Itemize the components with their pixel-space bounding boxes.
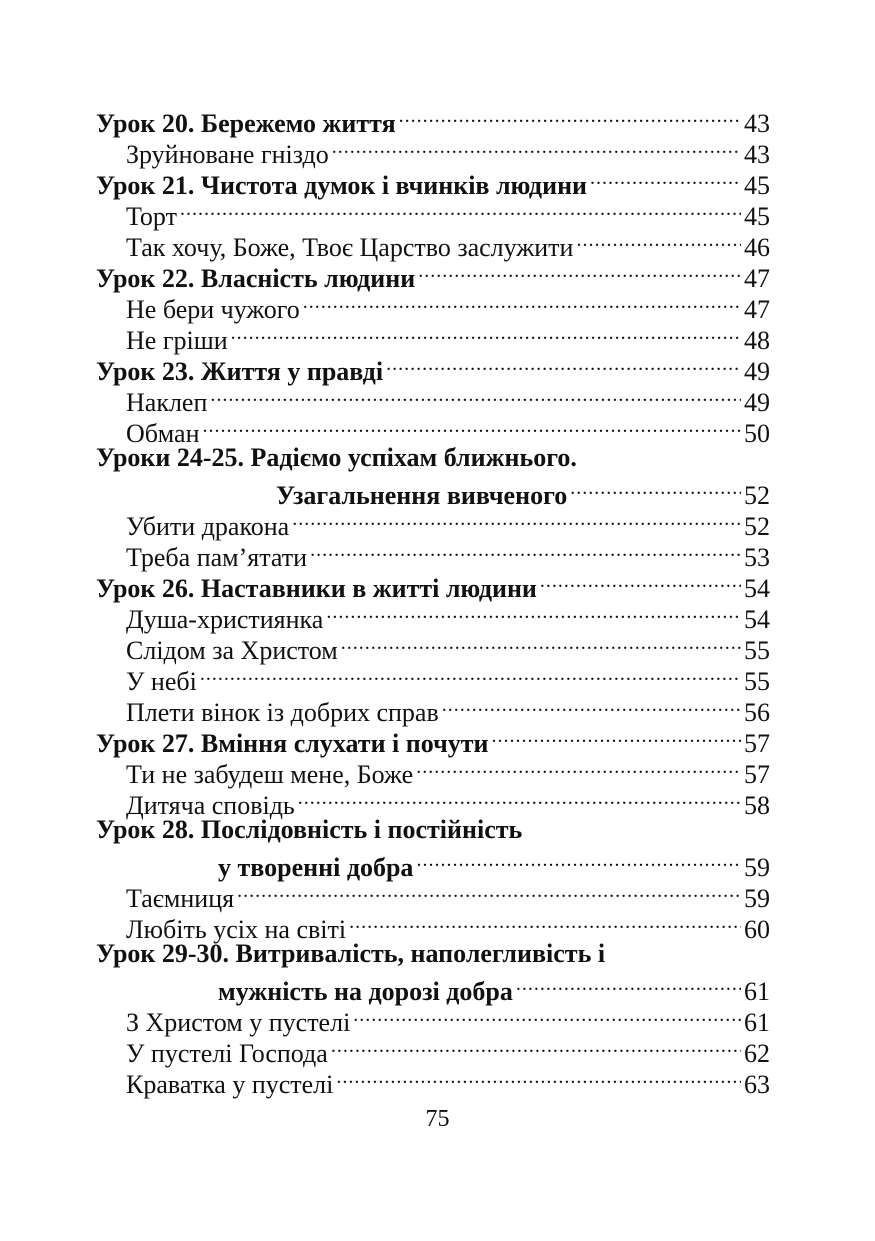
dot-leader xyxy=(336,1062,741,1093)
toc-page-number: 57 xyxy=(744,760,770,789)
toc-entry-title: Урок 29-30. Витривалість, наполегливість і xyxy=(96,939,606,968)
dot-leader xyxy=(180,194,741,225)
toc-page-number: 52 xyxy=(744,512,770,541)
dot-leader xyxy=(303,287,741,318)
dot-leader xyxy=(237,876,741,907)
toc-lesson-entry xyxy=(96,845,770,882)
toc-page-number: 62 xyxy=(744,1039,770,1068)
toc-page-number: 43 xyxy=(744,109,770,138)
dot-leader xyxy=(416,845,741,876)
toc-lesson-entry xyxy=(96,969,770,1006)
toc-lesson-entry xyxy=(96,814,770,845)
toc-page-number: 58 xyxy=(744,791,770,820)
toc-entry-title: Ти не забудеш мене, Боже xyxy=(126,760,414,789)
toc-entry-title: Урок 27. Вміння слухати і почути xyxy=(96,729,489,758)
table-of-contents xyxy=(96,101,770,1099)
dot-leader xyxy=(492,721,741,752)
dot-leader xyxy=(399,101,741,132)
toc-subentry xyxy=(96,194,770,231)
toc-entry-title: Уроки 24-25. Радіємо успіхам ближнього. xyxy=(96,443,577,472)
dot-leader xyxy=(416,752,741,783)
toc-entry-title: Урок 23. Життя у правді xyxy=(96,357,384,386)
toc-entry-title: Любіть усіх на світі xyxy=(126,915,347,944)
toc-page-number: 47 xyxy=(744,295,770,324)
dot-leader xyxy=(442,690,741,721)
toc-page-number: 59 xyxy=(744,853,770,882)
toc-lesson-entry xyxy=(96,101,770,138)
toc-page-number: 53 xyxy=(744,543,770,572)
dot-leader xyxy=(576,225,741,256)
toc-entry-title: Не гріши xyxy=(126,326,228,355)
toc-entry-title: Убити дракона xyxy=(126,512,290,541)
toc-page-number: 57 xyxy=(744,729,770,758)
toc-entry-title: Слідом за Христом xyxy=(126,636,338,665)
toc-page-number: 45 xyxy=(744,171,770,200)
dot-leader xyxy=(231,318,741,349)
toc-page-number: 59 xyxy=(744,884,770,913)
toc-page-number: 61 xyxy=(744,1008,770,1037)
toc-page-number: 49 xyxy=(744,388,770,417)
dot-leader xyxy=(386,349,741,380)
page-number: 75 xyxy=(425,1106,450,1132)
toc-entry-title: Плети вінок із добрих справ xyxy=(126,698,439,727)
toc-entry-title: Урок 28. Послідовність і постійність xyxy=(96,815,523,844)
toc-entry-title: Зруйноване гніздо xyxy=(126,140,329,169)
toc-page-number: 47 xyxy=(744,264,770,293)
toc-entry-title: Урок 26. Наставники в житті людини xyxy=(96,574,537,603)
toc-page-number: 45 xyxy=(744,202,770,231)
toc-entry-title: Узагальнення вивченого xyxy=(276,481,568,510)
dot-leader xyxy=(341,628,741,659)
toc-entry-title: Таємниця xyxy=(126,884,235,913)
toc-entry-title: Урок 20. Бережемо життя xyxy=(96,109,396,138)
dot-leader xyxy=(516,969,741,1000)
toc-subentry xyxy=(96,690,770,727)
dot-leader xyxy=(331,1031,741,1062)
toc-entry-title: Дитяча сповідь xyxy=(126,791,295,820)
dot-leader xyxy=(202,411,741,442)
toc-entry-title: Обман xyxy=(126,419,200,448)
toc-entry-title: Торт xyxy=(126,202,177,231)
dot-leader xyxy=(418,256,741,287)
dot-leader xyxy=(349,907,741,938)
toc-page-number: 49 xyxy=(744,357,770,386)
toc-page-number: 63 xyxy=(744,1070,770,1099)
toc-entry-title: у творенні добра xyxy=(218,853,414,882)
toc-page-number: 54 xyxy=(744,574,770,603)
dot-leader xyxy=(326,597,741,628)
toc-page-number: 48 xyxy=(744,326,770,355)
toc-page-number: 43 xyxy=(744,140,770,169)
toc-page-number: 56 xyxy=(744,698,770,727)
dot-leader xyxy=(353,1000,741,1031)
toc-page-number: 46 xyxy=(744,233,770,262)
toc-entry-title: Урок 22. Власність людини xyxy=(96,264,416,293)
toc-page-number: 61 xyxy=(744,977,770,1006)
dot-leader xyxy=(332,132,741,163)
toc-page-number: 60 xyxy=(744,915,770,944)
dot-leader xyxy=(200,659,741,690)
dot-leader xyxy=(210,380,741,411)
toc-entry-title: Краватка у пустелі xyxy=(126,1070,334,1099)
toc-page-number: 54 xyxy=(744,605,770,634)
toc-subentry xyxy=(96,225,770,262)
dot-leader xyxy=(292,504,741,535)
toc-entry-title: З Христом у пустелі xyxy=(126,1008,351,1037)
toc-entry-title: мужність на дорозі добра xyxy=(218,977,513,1006)
toc-lesson-entry xyxy=(96,442,770,473)
toc-lesson-entry xyxy=(96,938,770,969)
toc-page-number: 52 xyxy=(744,481,770,510)
toc-entry-title: Треба пам’ятати xyxy=(126,543,308,572)
dot-leader xyxy=(570,473,741,504)
toc-page-number: 55 xyxy=(744,636,770,665)
dot-leader xyxy=(298,783,741,814)
dot-leader xyxy=(540,566,741,597)
toc-page-number: 50 xyxy=(744,419,770,448)
dot-leader xyxy=(310,535,741,566)
toc-lesson-entry xyxy=(96,473,770,510)
toc-page-number: 55 xyxy=(744,667,770,696)
toc-entry-title: Душа-християнка xyxy=(126,605,324,634)
toc-entry-title: Наклеп xyxy=(126,388,208,417)
toc-entry-title: У небі xyxy=(126,667,197,696)
toc-entry-title: Не бери чужого xyxy=(126,295,300,324)
toc-entry-title: Так хочу, Боже, Твоє Царство заслужити xyxy=(126,233,574,262)
toc-entry-title: Урок 21. Чистота думок і вчинків людини xyxy=(96,171,588,200)
toc-entry-title: У пустелі Господа xyxy=(126,1039,328,1068)
dot-leader xyxy=(590,163,741,194)
